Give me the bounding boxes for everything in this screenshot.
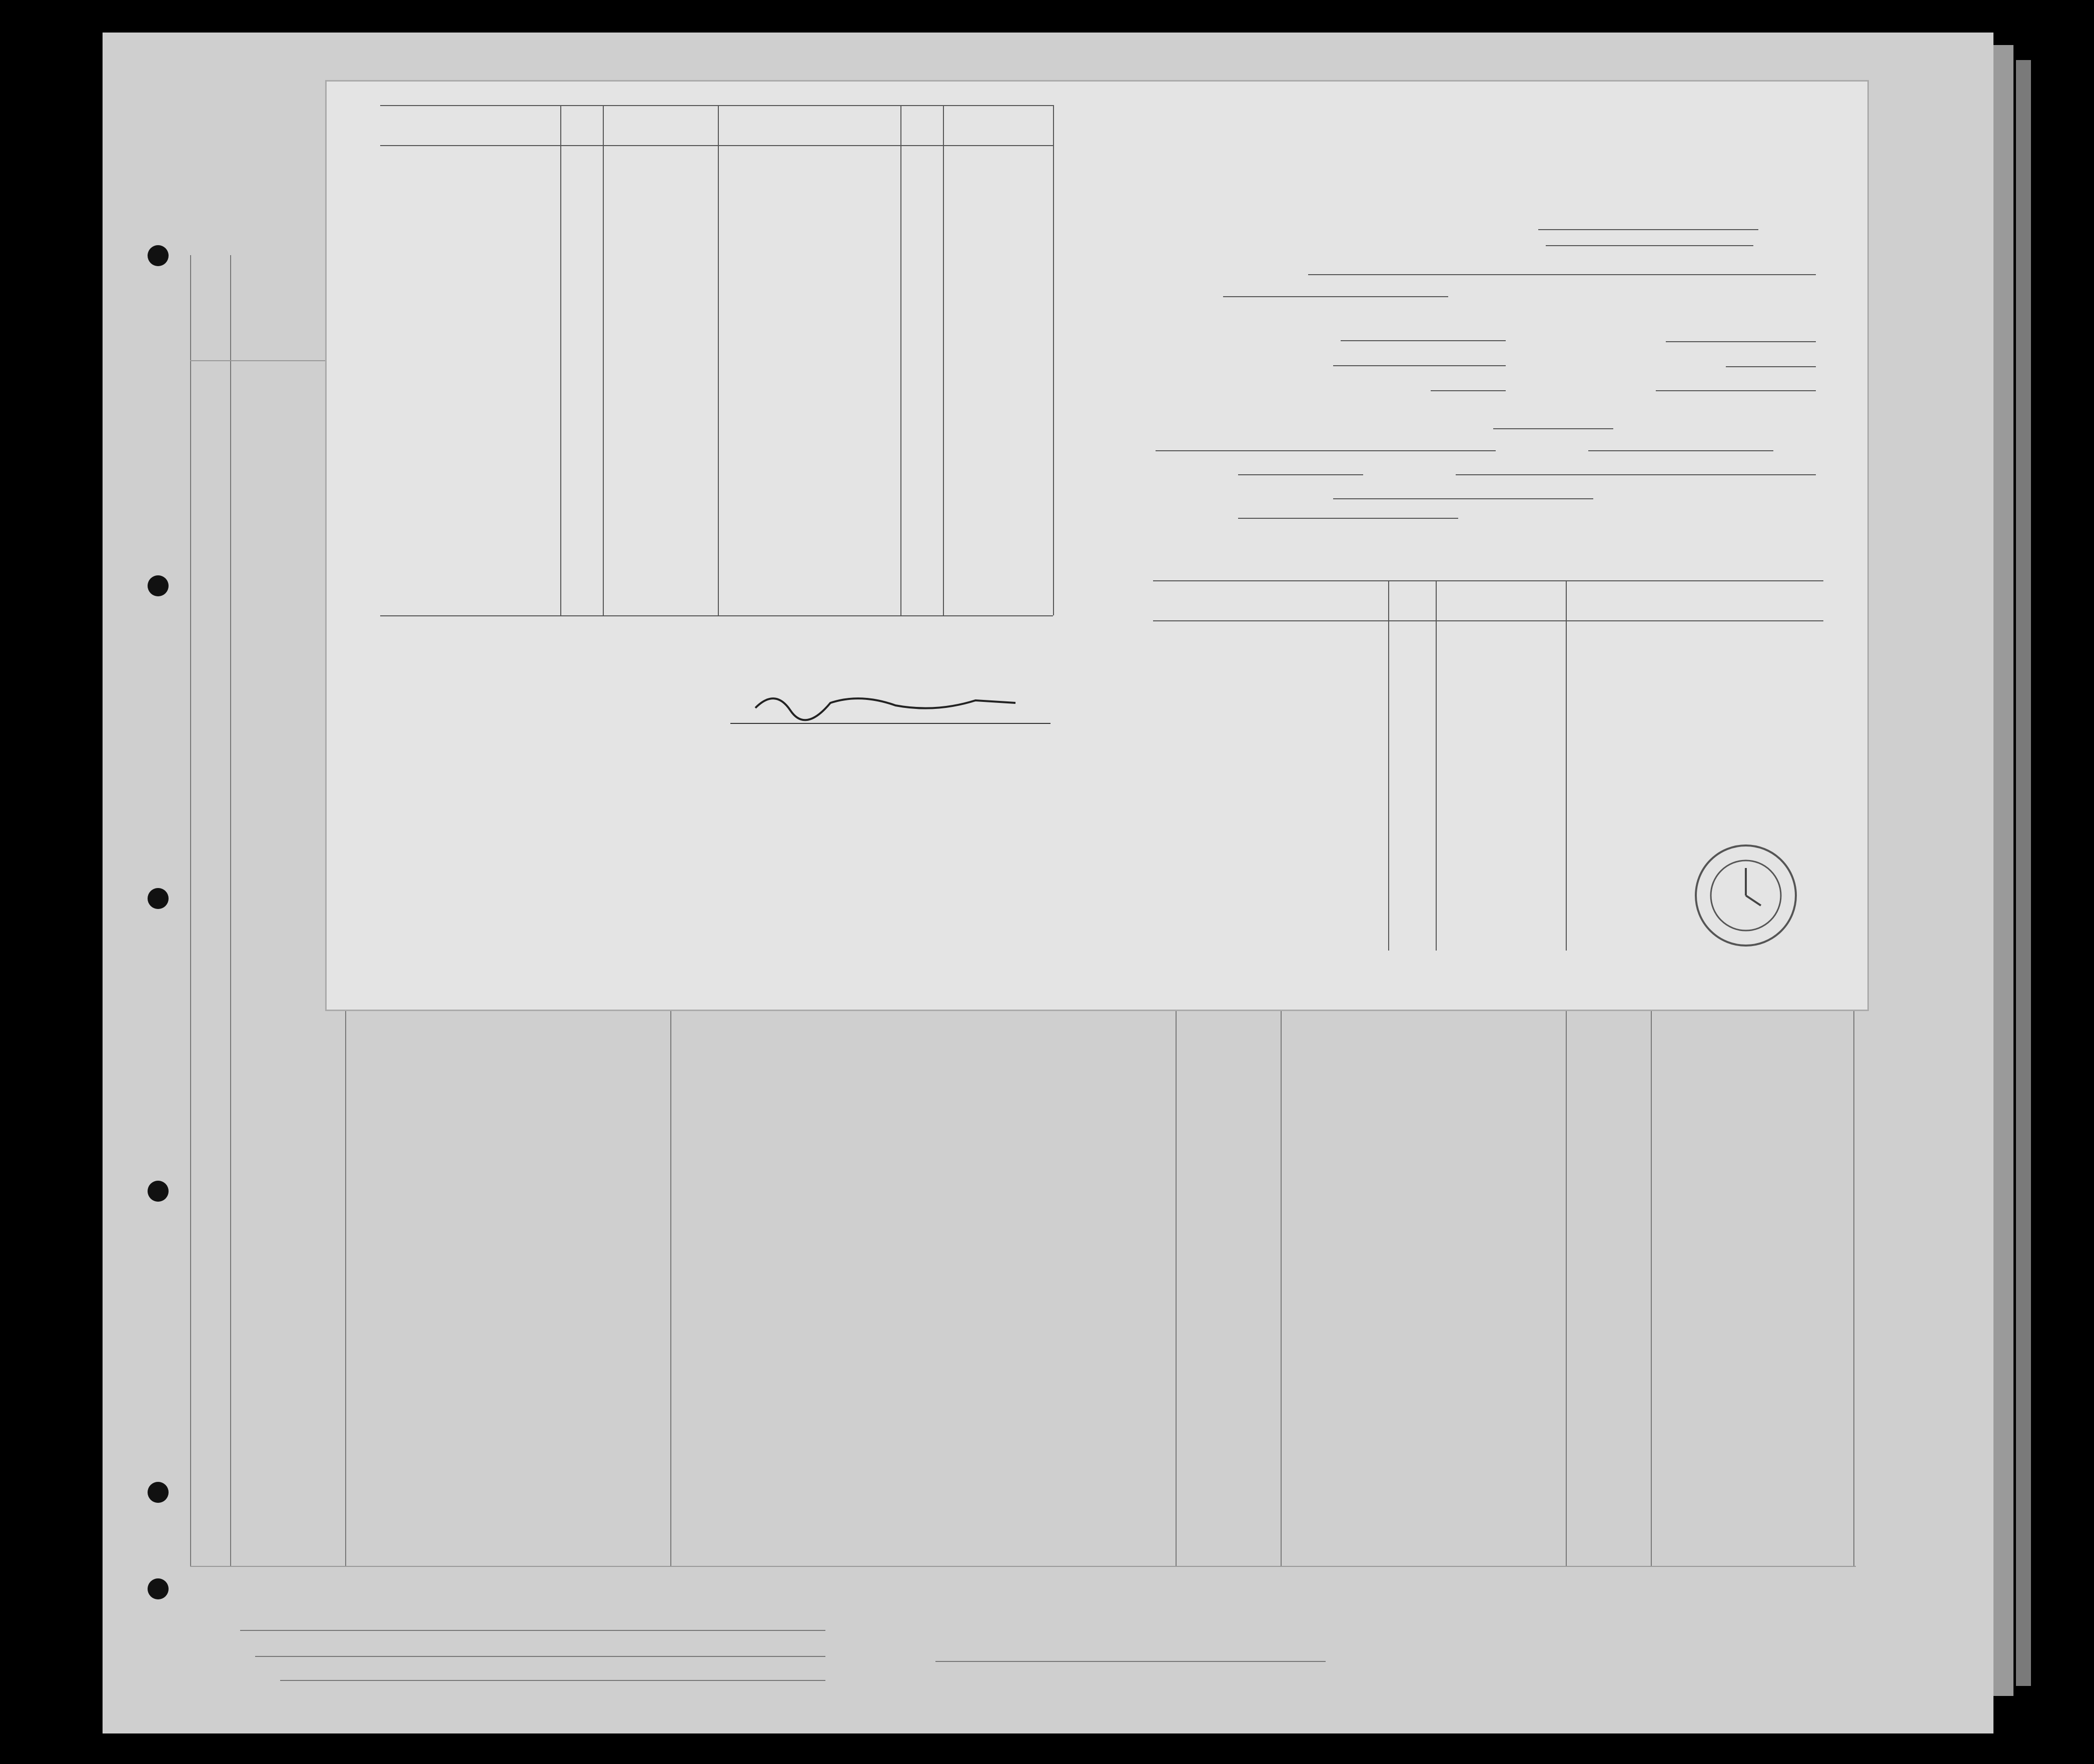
page-edge	[1993, 45, 2013, 1696]
fill-line	[1156, 450, 1496, 451]
grid-line	[1176, 1006, 1177, 1566]
signature-line	[935, 1661, 1326, 1662]
table-border	[943, 105, 944, 615]
binder-hole	[148, 1181, 169, 1202]
fill-line	[1431, 390, 1506, 391]
fill-line	[1726, 366, 1816, 367]
grid-line	[670, 1006, 671, 1566]
signature-line	[730, 723, 1051, 724]
fill-line	[1238, 474, 1363, 475]
binder-hole	[148, 888, 169, 909]
fill-line	[1333, 365, 1506, 366]
fill-line	[1308, 274, 1816, 275]
table-border	[1153, 620, 1823, 621]
fill-line	[240, 1630, 825, 1631]
table-border	[1388, 580, 1389, 951]
fill-line	[1538, 229, 1758, 230]
fill-line	[1493, 428, 1613, 429]
grid-line	[190, 255, 191, 1566]
table-border	[380, 615, 1053, 616]
fill-line	[280, 1680, 825, 1681]
fill-line	[1656, 390, 1816, 391]
table-border	[718, 105, 719, 615]
fill-line	[1588, 450, 1773, 451]
table-border	[380, 105, 1053, 106]
grid-line	[190, 1566, 1856, 1567]
table-border	[1153, 580, 1823, 581]
binder-hole	[148, 1482, 169, 1503]
page-edge	[2016, 60, 2031, 1686]
table-border	[900, 105, 901, 615]
table-border	[380, 145, 1053, 146]
table-border	[560, 105, 561, 615]
grid-line	[1566, 1006, 1567, 1566]
binder-hole	[148, 245, 169, 266]
fill-line	[1223, 296, 1448, 297]
fill-line	[1666, 341, 1816, 342]
statement-overlay	[325, 80, 1869, 1011]
fill-line	[1456, 474, 1816, 475]
fill-line	[1341, 340, 1506, 341]
table-border	[1053, 105, 1054, 615]
binder-hole	[148, 575, 169, 596]
binder-hole	[148, 1578, 169, 1599]
fill-line	[1238, 518, 1458, 519]
grid-line	[1651, 1006, 1652, 1566]
table-border	[603, 105, 604, 615]
table-border	[1566, 580, 1567, 951]
table-border	[1436, 580, 1437, 951]
fill-line	[255, 1656, 825, 1657]
clock-stamp-icon	[1691, 840, 1801, 951]
fill-line	[1546, 245, 1753, 246]
fill-line	[1333, 498, 1593, 499]
grid-line	[1281, 1006, 1282, 1566]
grid-line	[230, 255, 231, 1566]
master-signature	[745, 683, 1025, 723]
